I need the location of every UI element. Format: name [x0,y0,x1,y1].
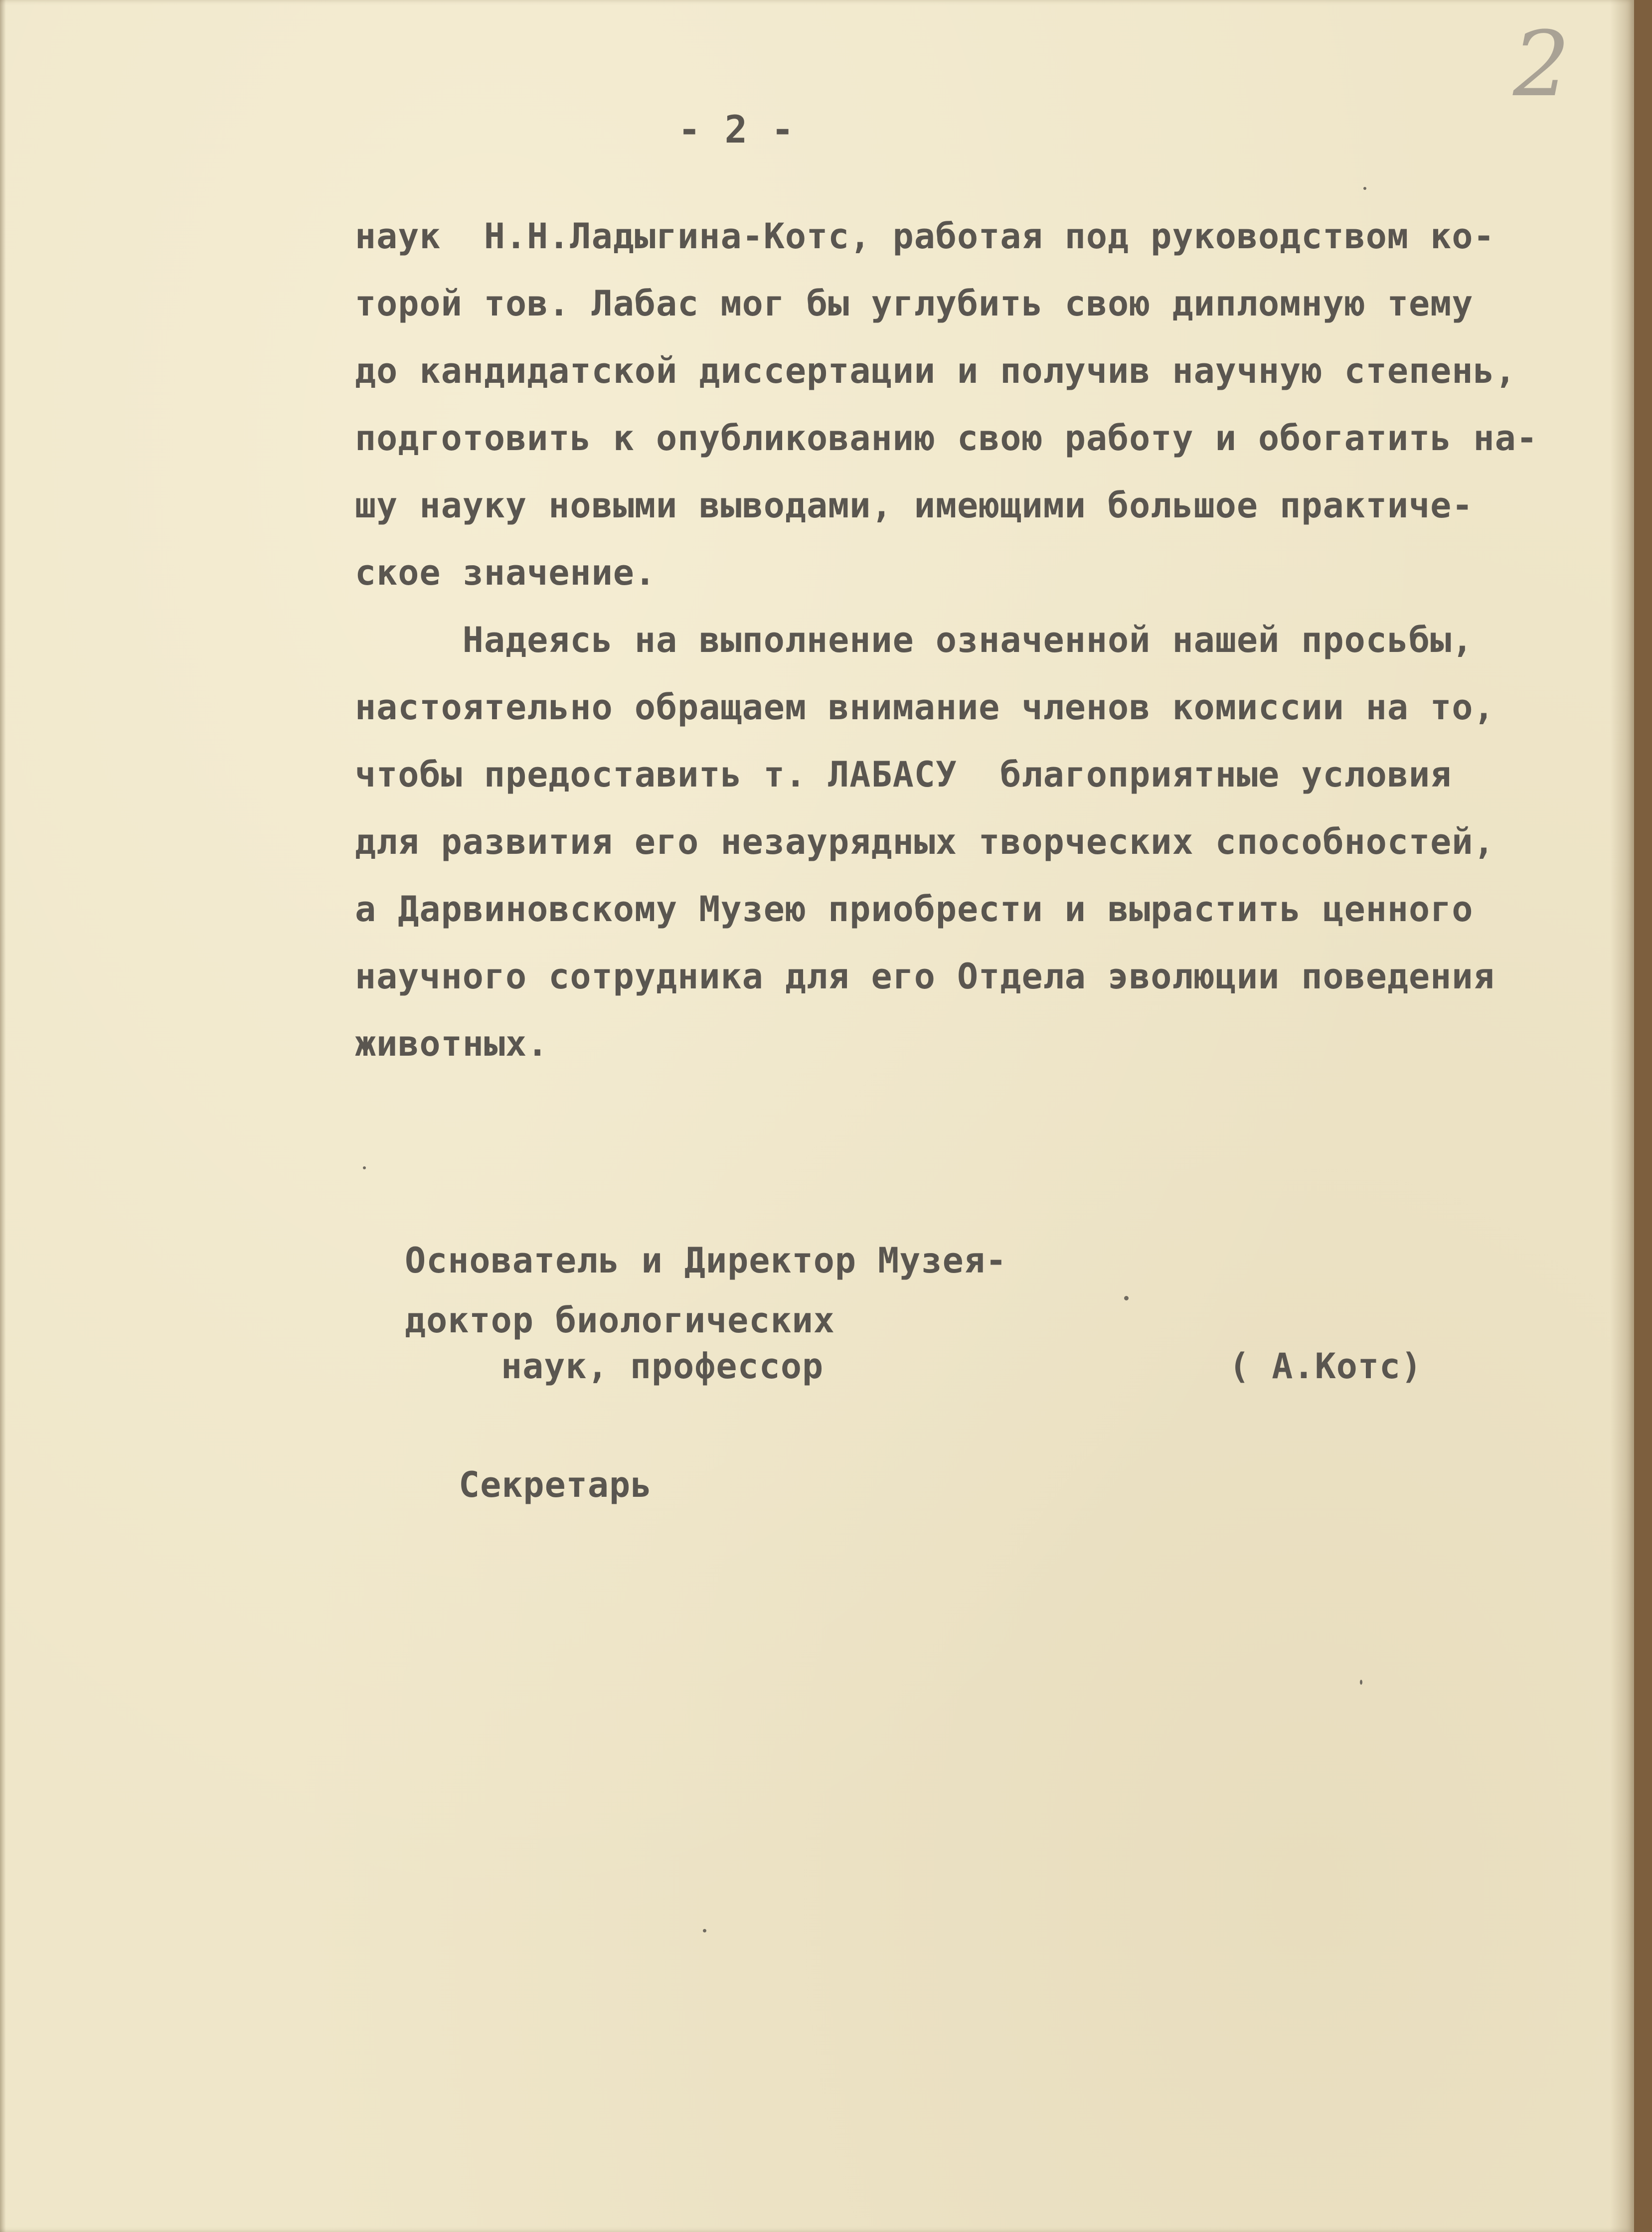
signature-title-line-2: доктор биологических [405,1300,835,1341]
paragraph-line-12: научного сотрудника для его Отдела эволюции поведения [355,956,1495,997]
paragraph-line-1: наук Н.Н.Ладыгина-Котс, работая под руководством ко- [355,216,1495,257]
paragraph-line-4: подготовить к опубликованию свою работу и обогатить на- [355,418,1538,459]
paragraph-line-7: Надеясь на выполнение означенной нашей просьбы, [355,620,1474,660]
page-left-edge [0,0,6,2232]
secretary-label: Секретарь [459,1464,653,1505]
paragraph-line-8: настоятельно обращаем внимание членов комиссии на то, [355,687,1495,728]
paragraph-line-10: для развития его незаурядных творческих способностей, [355,821,1495,862]
signatory-name: ( А.Котс) [1229,1346,1423,1387]
paper-speck [703,1929,706,1932]
paragraph-line-11: а Дарвиновскому Музею приобрести и вырастить ценного [355,889,1474,930]
paper-speck [363,1166,366,1169]
signature-title-line-1: Основатель и Директор Музея- [405,1240,1007,1281]
paragraph-line-13: животных. [355,1023,549,1064]
page-number: - 2 - [678,107,795,152]
paragraph-line-5: шу науку новыми выводами, имеющими большое практиче- [355,485,1474,526]
page-right-edge [1610,0,1634,2232]
signature-title-line-3: наук, профессор [501,1346,824,1387]
paper-speck [1124,1296,1129,1300]
paper-speck [1360,1680,1362,1685]
paper-speck [1363,187,1366,190]
paragraph-line-2: торой тов. Лабас мог бы углубить свою дипломную тему [355,283,1474,324]
handwritten-page-mark: 2 [1513,12,1570,117]
paragraph-line-6: ское значение. [355,552,657,593]
paragraph-line-9: чтобы предоставить т. ЛАБАСУ благоприятные условия [355,754,1452,795]
paragraph-line-3: до кандидатской диссертации и получив научную степень, [355,350,1516,391]
